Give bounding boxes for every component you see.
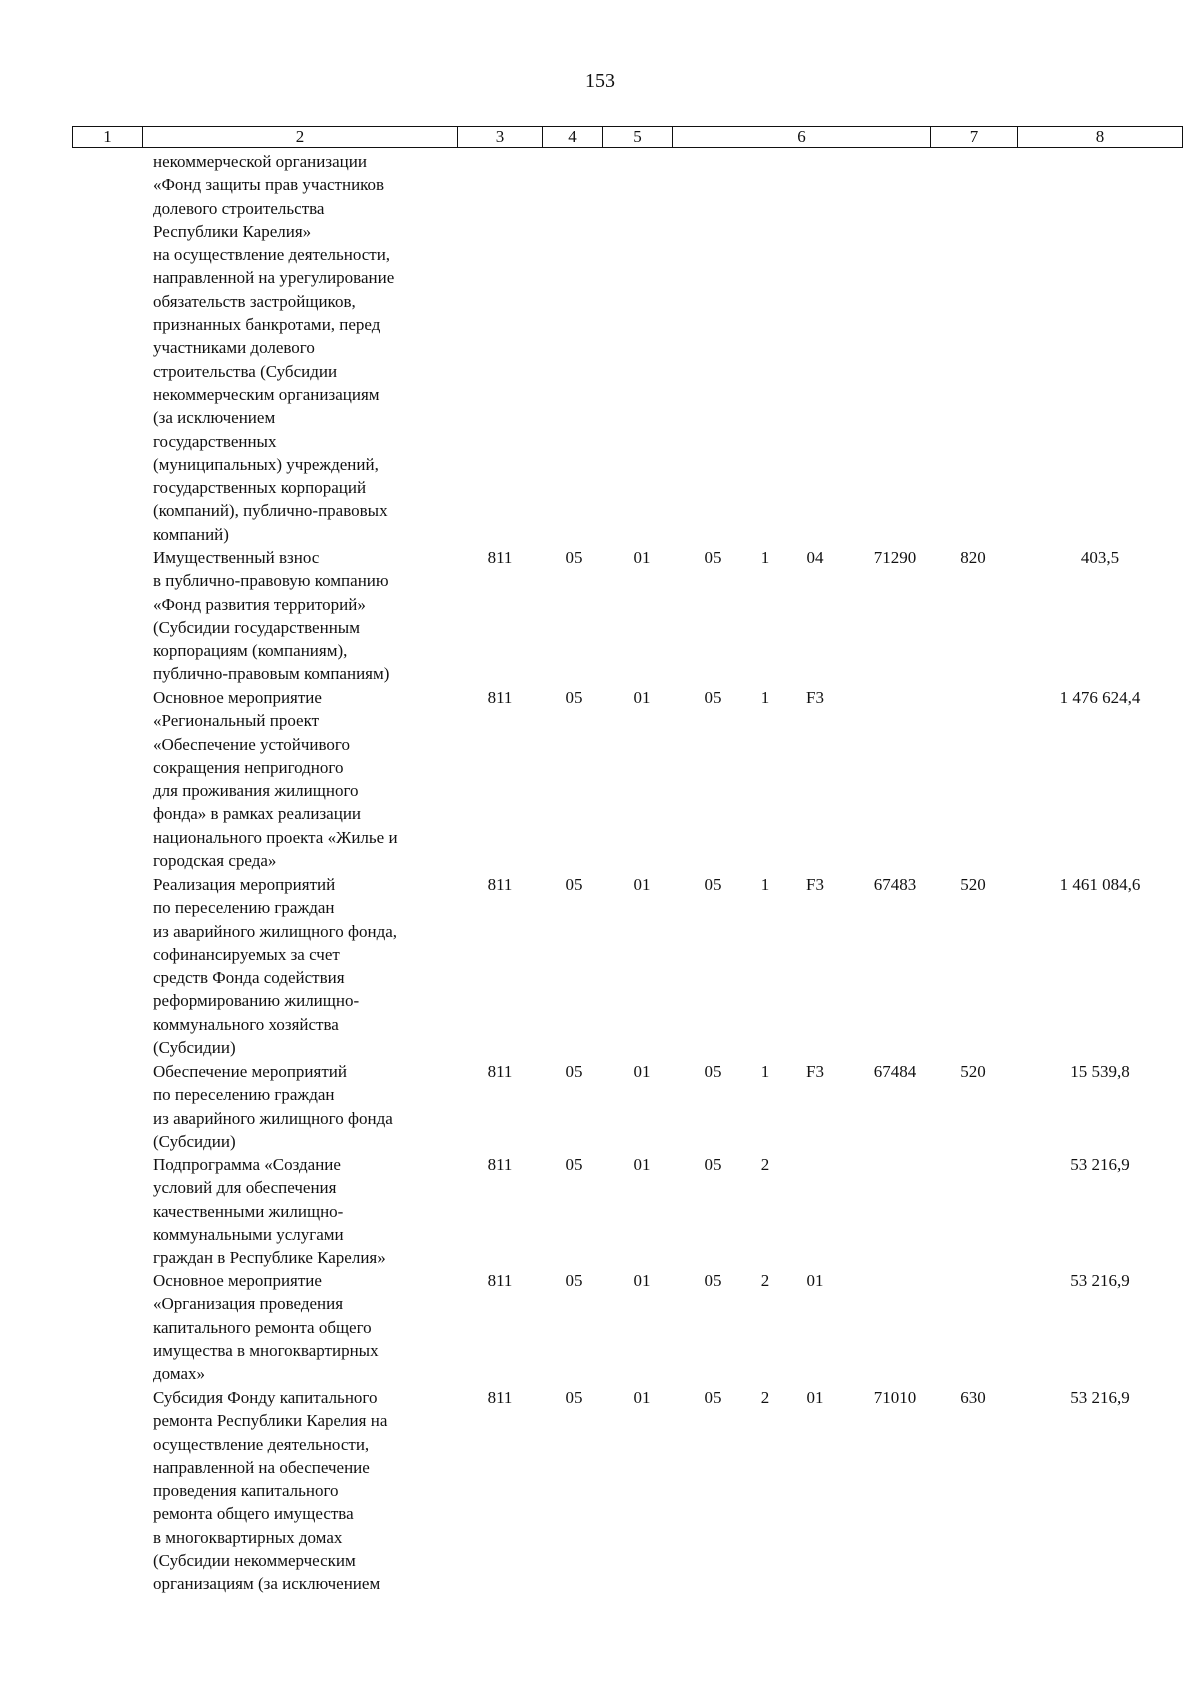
cell-col-4: 05 xyxy=(565,688,583,707)
cell-col-3: 811 xyxy=(487,688,513,707)
cell-col-6-program: 05 xyxy=(704,688,722,707)
page-number: 153 xyxy=(585,70,615,92)
cell-col-4: 05 xyxy=(565,1388,583,1407)
cell-col-3: 811 xyxy=(487,1062,513,1081)
row-description: Имущественный взнос в публично-правовую компанию «Фонд развития территорий» (Субсидии государственным корпорациям (компаниям), публично-правовым компаниям) xyxy=(153,548,390,684)
cell-col-6-program: 05 xyxy=(704,1271,722,1290)
cell-col-6-subprogram: 1 xyxy=(760,688,770,707)
cell-col-6-subprogram: 1 xyxy=(760,548,770,567)
cell-col-6-event: 01 xyxy=(806,1271,824,1290)
cell-col-6-event: 01 xyxy=(806,1388,824,1407)
cell-col-5: 01 xyxy=(633,1155,651,1174)
cell-col-8-amount: 53 216,9 xyxy=(1070,1155,1130,1174)
cell-col-7: 520 xyxy=(960,875,986,894)
row-description: Подпрограмма «Создание условий для обеспечения качественными жилищно- коммунальными услугами граждан в Республике Карелия» xyxy=(153,1155,386,1268)
cell-col-6-direction: 67484 xyxy=(873,1062,917,1081)
cell-col-6-program: 05 xyxy=(704,1155,722,1174)
cell-col-8-amount: 1 476 624,4 xyxy=(1059,688,1141,707)
cell-col-8-amount: 403,5 xyxy=(1080,548,1120,567)
cell-col-3: 811 xyxy=(487,1155,513,1174)
header-col-1: 1 xyxy=(73,127,143,148)
cell-col-4: 05 xyxy=(565,1155,583,1174)
cell-col-6-direction: 67483 xyxy=(873,875,917,894)
row-description: некоммерческой организации «Фонд защиты прав участников долевого строительства Республики Карелия» на осуществление деятельности, направленной на урегулирование обязательств застройщиков, признанных банкротами, перед участниками долевого строительства (Субсидии некоммерческим организациям (за исключением государственных (муниципальных) учреждений, государственных корпораций (компаний), публично-правовых компаний) xyxy=(153,152,395,544)
cell-col-6-direction: 71290 xyxy=(873,548,917,567)
cell-col-8-amount: 53 216,9 xyxy=(1070,1388,1130,1407)
cell-col-6-subprogram: 2 xyxy=(760,1271,770,1290)
cell-col-3: 811 xyxy=(487,1271,513,1290)
cell-col-6-subprogram: 2 xyxy=(760,1155,770,1174)
header-col-5: 5 xyxy=(603,127,673,148)
cell-col-4: 05 xyxy=(565,1271,583,1290)
header-col-6: 6 xyxy=(673,127,931,148)
cell-col-5: 01 xyxy=(633,1271,651,1290)
cell-col-3: 811 xyxy=(487,875,513,894)
cell-col-3: 811 xyxy=(487,548,513,567)
row-description: Реализация мероприятий по переселению граждан из аварийного жилищного фонда, софинансируемых за счет средств Фонда содействия реформированию жилищно- коммунального хозяйства (Субсидии) xyxy=(153,875,398,1058)
header-col-4: 4 xyxy=(543,127,603,148)
cell-col-7: 520 xyxy=(960,1062,986,1081)
cell-col-4: 05 xyxy=(565,1062,583,1081)
cell-col-6-program: 05 xyxy=(704,1388,722,1407)
cell-col-6-event: 04 xyxy=(806,548,824,567)
cell-col-6-program: 05 xyxy=(704,548,722,567)
cell-col-7: 630 xyxy=(960,1388,986,1407)
cell-col-6-subprogram: 1 xyxy=(760,1062,770,1081)
cell-col-6-event: F3 xyxy=(806,1062,824,1081)
cell-col-6-event: F3 xyxy=(806,688,824,707)
header-col-7: 7 xyxy=(931,127,1018,148)
header-col-2: 2 xyxy=(143,127,458,148)
cell-col-5: 01 xyxy=(633,1062,651,1081)
cell-col-5: 01 xyxy=(633,548,651,567)
row-description: Основное мероприятие «Региональный проект «Обеспечение устойчивого сокращения непригодного для проживания жилищного фонда» в рамках реализации национального проекта «Жилье и городская среда» xyxy=(153,688,398,871)
table-header xyxy=(72,126,1183,148)
cell-col-5: 01 xyxy=(633,1388,651,1407)
row-description: Обеспечение мероприятий по переселению граждан из аварийного жилищного фонда (Субсидии) xyxy=(153,1062,393,1151)
header-col-3: 3 xyxy=(458,127,543,148)
cell-col-4: 05 xyxy=(565,548,583,567)
cell-col-6-subprogram: 2 xyxy=(760,1388,770,1407)
cell-col-5: 01 xyxy=(633,875,651,894)
cell-col-4: 05 xyxy=(565,875,583,894)
cell-col-8-amount: 53 216,9 xyxy=(1070,1271,1130,1290)
cell-col-6-program: 05 xyxy=(704,1062,722,1081)
cell-col-6-direction: 71010 xyxy=(873,1388,917,1407)
cell-col-6-subprogram: 1 xyxy=(760,875,770,894)
cell-col-8-amount: 1 461 084,6 xyxy=(1059,875,1141,894)
cell-col-8-amount: 15 539,8 xyxy=(1070,1062,1130,1081)
cell-col-3: 811 xyxy=(487,1388,513,1407)
cell-col-6-event: F3 xyxy=(806,875,824,894)
cell-col-5: 01 xyxy=(633,688,651,707)
row-description: Субсидия Фонду капитального ремонта Республики Карелия на осуществление деятельности, направленной на обеспечение проведения капитального ремонта общего имущества в многоквартирных домах (Субсидии некоммерческим организациям (за исключением xyxy=(153,1388,388,1594)
header-col-8: 8 xyxy=(1018,127,1183,148)
cell-col-6-program: 05 xyxy=(704,875,722,894)
row-description: Основное мероприятие «Организация проведения капитального ремонта общего имущества в многоквартирных домах» xyxy=(153,1271,379,1384)
cell-col-7: 820 xyxy=(960,548,986,567)
